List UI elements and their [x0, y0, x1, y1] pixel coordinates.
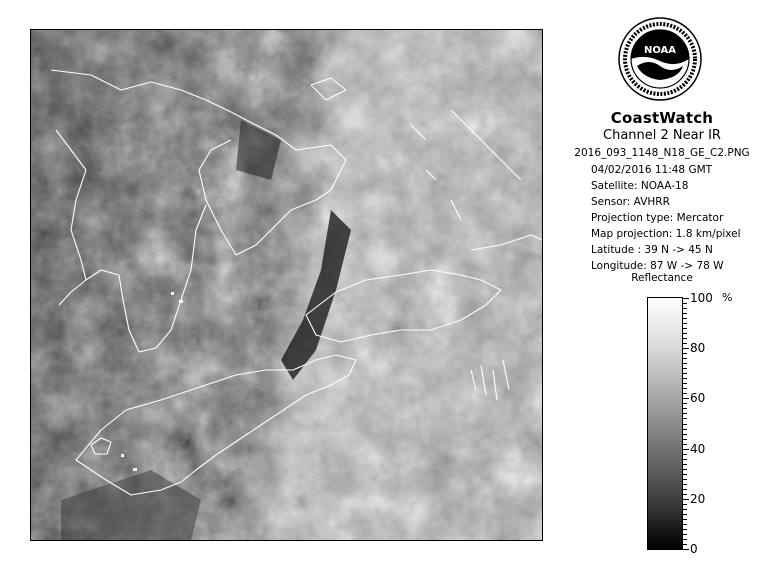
datetime-label: 04/02/2016 11:48 GMT — [591, 164, 713, 176]
channel-label: Channel 2 Near IR — [603, 128, 721, 143]
colorbar-minor-tick — [683, 524, 687, 525]
colorbar-unit: % — [722, 291, 733, 304]
colorbar-minor-tick — [683, 383, 687, 384]
colorbar-minor-tick — [683, 393, 687, 394]
colorbar-tick-label: 20 — [690, 491, 706, 506]
latitude-label: Latitude : 39 N -> 45 N — [591, 244, 713, 256]
colorbar-minor-tick — [683, 318, 687, 319]
colorbar-minor-tick — [683, 373, 687, 374]
colorbar-minor-tick — [683, 494, 687, 495]
colorbar-tick — [683, 449, 689, 450]
noaa-logo-text: NOAA — [643, 45, 677, 56]
colorbar-title: Reflectance — [631, 272, 693, 284]
colorbar-minor-tick — [683, 303, 687, 304]
colorbar-minor-tick — [683, 539, 687, 540]
colorbar-minor-tick — [683, 338, 687, 339]
filename-label: 2016_093_1148_N18_GE_C2.PNG — [574, 147, 750, 159]
colorbar-minor-tick — [683, 439, 687, 440]
colorbar-tick — [683, 499, 689, 500]
colorbar-minor-tick — [683, 408, 687, 409]
colorbar-tick-label: 80 — [690, 341, 706, 356]
sensor-label: Sensor: AVHRR — [591, 196, 670, 208]
projection-type-label: Projection type: Mercator — [591, 212, 724, 224]
colorbar-minor-tick — [683, 358, 687, 359]
colorbar-minor-tick — [683, 489, 687, 490]
colorbar-minor-tick — [683, 363, 687, 364]
colorbar-minor-tick — [683, 509, 687, 510]
colorbar-minor-tick — [683, 333, 687, 334]
colorbar-minor-tick — [683, 429, 687, 430]
colorbar-minor-tick — [683, 308, 687, 309]
satellite-label: Satellite: NOAA-18 — [591, 180, 689, 192]
colorbar-minor-tick — [683, 504, 687, 505]
colorbar-minor-tick — [683, 403, 687, 404]
satellite-image — [30, 29, 543, 541]
colorbar-tick — [683, 348, 689, 349]
colorbar-minor-tick — [683, 413, 687, 414]
colorbar-minor-tick — [683, 388, 687, 389]
colorbar-tick-label: 40 — [690, 441, 706, 456]
colorbar-minor-tick — [683, 444, 687, 445]
colorbar-minor-tick — [683, 519, 687, 520]
longitude-label: Longitude: 87 W -> 78 W — [591, 260, 724, 272]
colorbar-minor-tick — [683, 459, 687, 460]
colorbar-minor-tick — [683, 418, 687, 419]
colorbar-minor-tick — [683, 514, 687, 515]
colorbar-minor-tick — [683, 529, 687, 530]
colorbar-minor-tick — [683, 534, 687, 535]
colorbar-tick — [683, 398, 689, 399]
colorbar-tick-label: 0 — [690, 542, 698, 556]
colorbar-tick-label: 60 — [690, 391, 706, 406]
noaa-logo — [617, 16, 703, 102]
colorbar-tick — [683, 298, 689, 299]
colorbar-minor-tick — [683, 469, 687, 470]
colorbar-minor-tick — [683, 368, 687, 369]
colorbar-minor-tick — [683, 323, 687, 324]
app-title: CoastWatch — [610, 109, 714, 127]
colorbar-minor-tick — [683, 479, 687, 480]
colorbar-minor-tick — [683, 378, 687, 379]
colorbar-tick-label: 100 — [690, 291, 713, 305]
colorbar-minor-tick — [683, 343, 687, 344]
colorbar-minor-tick — [683, 313, 687, 314]
map-projection-label: Map projection: 1.8 km/pixel — [591, 228, 741, 240]
colorbar-minor-tick — [683, 353, 687, 354]
colorbar-minor-tick — [683, 474, 687, 475]
colorbar-minor-tick — [683, 544, 687, 545]
colorbar-minor-tick — [683, 454, 687, 455]
reflectance-colorbar — [647, 297, 683, 550]
colorbar-minor-tick — [683, 424, 687, 425]
colorbar-minor-tick — [683, 464, 687, 465]
colorbar-minor-tick — [683, 328, 687, 329]
colorbar-minor-tick — [683, 484, 687, 485]
colorbar-minor-tick — [683, 434, 687, 435]
colorbar-tick — [683, 549, 689, 550]
